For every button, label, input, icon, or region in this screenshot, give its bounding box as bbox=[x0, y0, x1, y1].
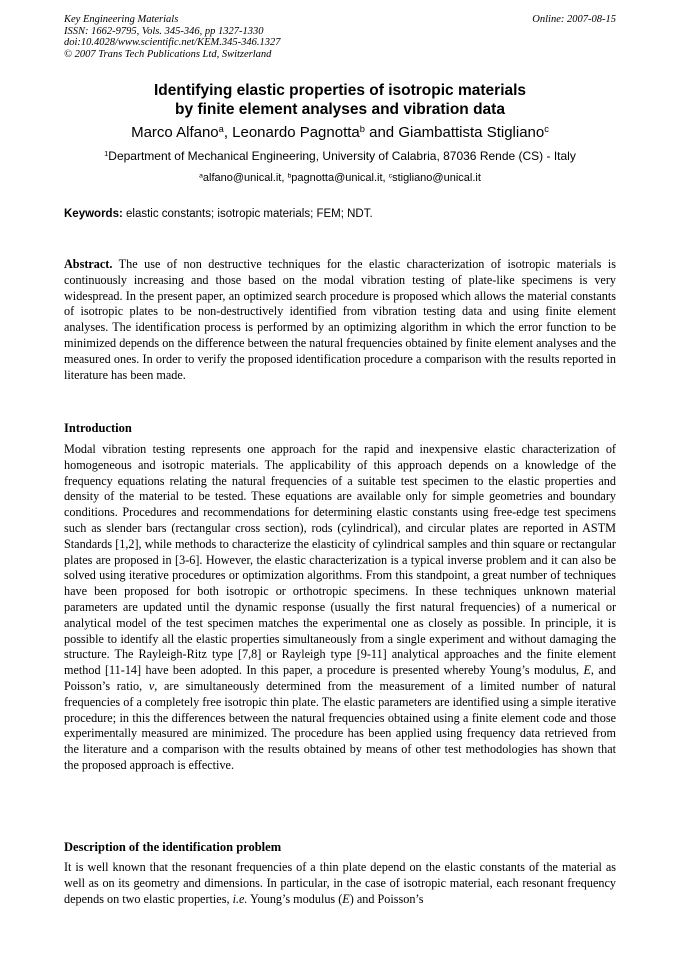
keywords-label: Keywords: bbox=[64, 208, 123, 220]
abstract-label: Abstract. bbox=[64, 257, 113, 271]
abstract bbox=[64, 257, 616, 383]
author-3-affil-mark: c bbox=[544, 123, 549, 134]
journal-name: Key Engineering Materials bbox=[64, 14, 179, 25]
introduction-paragraph bbox=[64, 442, 616, 774]
keywords-text: elastic constants; isotropic materials; FEM; NDT. bbox=[122, 208, 373, 220]
symbol-E: E bbox=[342, 891, 350, 906]
email-c[interactable]: stigliano@unical.it bbox=[392, 172, 481, 184]
journal-doi: doi:10.4028/www.scientific.net/KEM.345-346.1327 bbox=[64, 37, 281, 48]
desc-text: ) and Poisson’s bbox=[349, 891, 424, 906]
author-2-affil-mark: b bbox=[359, 123, 365, 134]
author-separator: , bbox=[223, 124, 233, 141]
symbol-E: E bbox=[583, 663, 591, 678]
affiliation-mark: 1 bbox=[104, 148, 109, 158]
description-paragraph bbox=[64, 860, 616, 907]
author-2: Leonardo Pagnotta bbox=[232, 124, 360, 141]
journal-copyright: © 2007 Trans Tech Publications Ltd, Switzerland bbox=[64, 48, 272, 60]
author-3: Giambattista Stigliano bbox=[398, 124, 545, 141]
email-mark-a: a bbox=[199, 172, 203, 180]
symbol-nu: ν bbox=[148, 678, 155, 693]
intro-text: Modal vibration testing represents one approach for the rapid and inexpensive elastic characterization of homogeneous and isotropic materials. The applicability of this approach depends on a knowledge of the frequency equations relating the natural frequencies of a suitable test specimen to the elastic properties and density of the material to be tested. These equations are available only for simple geometries and boundary conditions. Procedures and recommendations for determining elastic constants using free-edge test specimens such as slender bars (rectangular cross section), rods (cylindrical), and circular plates are reported in ASTM Standards [1,2], while methods to characterize the elasticity of cylindrical samples and thin square or rectangular plates are proposed in [3-6]. However, the elastic characterization is a typical inverse problem and it can also be solved using iterative procedures or optimization algorithms. From this standpoint, a great number of techniques have been proposed for both isotropic or orthotropic specimens. In these techniques unknown material parameters are updated until the dynamic response (usually the first natural frequencies) of a numerical or analytical model of the test specimen matches the experimental one as closely as possible. In principle, it is possible to identify all the elastic properties simultaneously from a single experiment and without damaging the structure. The Rayleigh-Ritz type [7,8] or Rayleigh type [9-11] analytical approaches and the finite element method [11-14] have been adopted. In this paper, a procedure is presented whereby Young’s modulus, bbox=[64, 442, 616, 678]
affiliation bbox=[64, 149, 616, 164]
abstract-text: The use of non destructive techniques for the elastic characterization of isotropic materials is continuously increasing and those based on the modal vibration testing of plate-like specimens is very widespread. In the present paper, an optimized search procedure is proposed which allows the material constants of isotropic plates to be non-destructively identified from vibration testing data and using finite element analyses. The identification process is performed by an optimizing algorithm in which the error function to be minimized depends on the difference between the natural frequencies obtained by finite element analyses and the measured ones. In order to verify the proposed identification procedure a comparison with the results reported in literature has been made. bbox=[64, 257, 616, 382]
section-heading-introduction: Introduction bbox=[64, 421, 132, 435]
email-mark-c: c bbox=[388, 172, 393, 180]
journal-issn: ISSN: 1662-9795, Vols. 345-346, pp 1327-1330 bbox=[64, 25, 264, 37]
paper-title bbox=[64, 81, 616, 119]
author-emails bbox=[64, 171, 616, 185]
author-list bbox=[64, 124, 616, 142]
journal-header bbox=[64, 14, 616, 60]
desc-text: Young’s modulus ( bbox=[247, 891, 343, 906]
title-line-1: Identifying elastic properties of isotropic materials bbox=[153, 82, 527, 99]
author-1-affil-mark: a bbox=[218, 123, 224, 134]
keywords bbox=[64, 207, 616, 221]
email-b[interactable]: pagnotta@unical.it, bbox=[291, 172, 389, 184]
author-separator: and bbox=[364, 124, 399, 141]
intro-text: , and Poisson’s ratio, bbox=[64, 663, 616, 693]
email-a[interactable]: alfano@unical.it, bbox=[202, 172, 288, 184]
author-1: Marco Alfano bbox=[131, 124, 219, 141]
intro-text: , are simultaneously determined from the measurement of a limited number of natural frequencies of a completely free isotropic thin plate. The elastic parameters are identified using a simple iterative procedure; in this the differences between the natural frequencies obtained using a finite element code and those experimentally measured are minimized. The procedure has been applied using frequency data retrieved from the literature and a comparison with the results obtained by means of other test methodologies has shown that the proposed approach is effective. bbox=[64, 678, 616, 772]
section-heading-description: Description of the identification problem bbox=[64, 840, 282, 854]
desc-text: It is well known that the resonant frequencies of a thin plate depend on the elastic constants of the material as well as on its geometry and dimensions. In particular, in the case of isotropic material, each resonant frequency depends on two elastic properties, bbox=[64, 860, 616, 906]
affiliation-text: Department of Mechanical Engineering, University of Calabria, 87036 Rende (CS) - Italy bbox=[108, 149, 576, 163]
title-line-2: by finite element analyses and vibration data bbox=[175, 101, 505, 118]
desc-ie: i.e. bbox=[232, 891, 248, 906]
online-date: Online: 2007-08-15 bbox=[532, 14, 616, 25]
email-mark-b: b bbox=[287, 172, 292, 180]
